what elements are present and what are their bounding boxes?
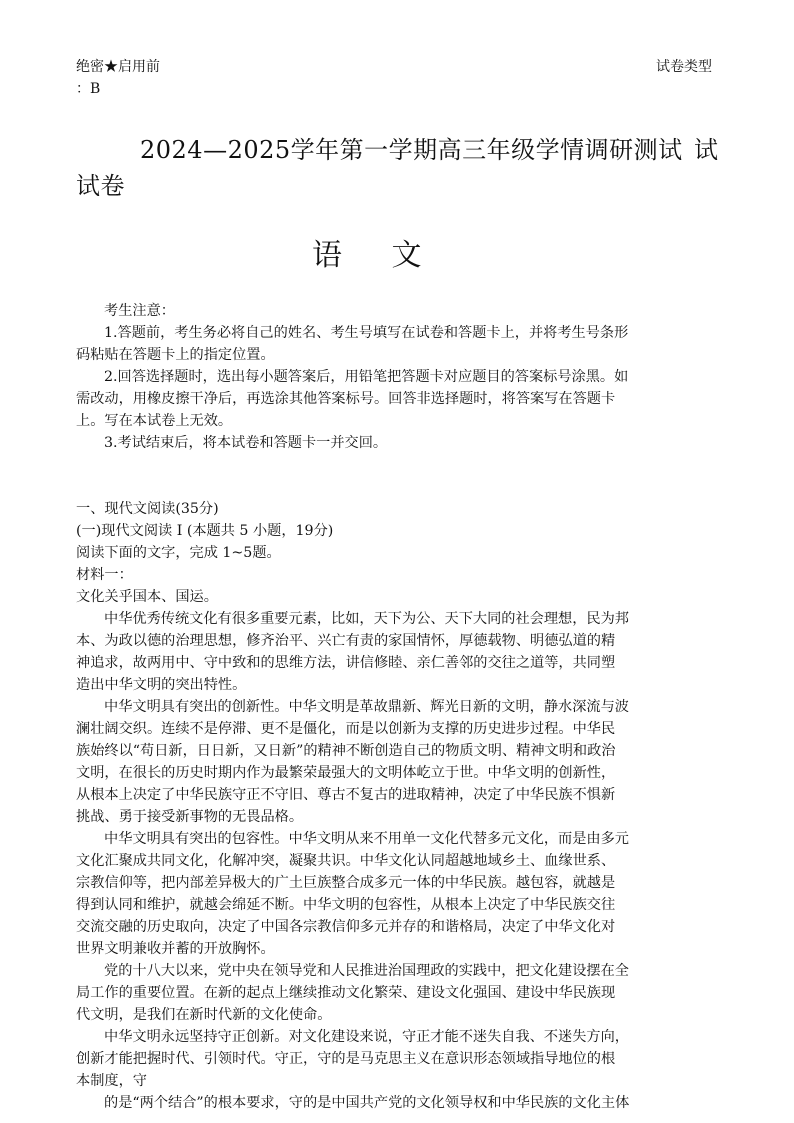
passage-line: 代文明，是我们在新时代新的文化使命。 bbox=[76, 1007, 332, 1023]
header-paper-type-value: ：B bbox=[76, 81, 101, 97]
section-sub-heading: (一)现代文阅读 I (本题共 5 小题，19分) bbox=[76, 523, 334, 539]
notice-line: 1.答题前，考生务必将自己的姓名、考生号填写在试卷和答题卡上，并将考生号条形 bbox=[104, 325, 629, 341]
passage-line: 交流交融的历史取向，决定了中国各宗教信仰多元并存的和谐格局，决定了中华文化对 bbox=[76, 919, 616, 935]
passage-line: 得到认同和维护，就越会绵延不断。中华文明的包容性，从根本上决定了中华民族交往 bbox=[76, 897, 616, 913]
notice-line: 2.回答选择题时，选出每小题答案后，用铅笔把答题卡对应题目的答案标号涂黑。如 bbox=[104, 369, 629, 385]
passage-line: 本制度，守 bbox=[76, 1073, 147, 1089]
passage-line: 创新才能把握时代、引领时代。守正，守的是马克思主义在意识形态领域指导地位的根 bbox=[76, 1051, 616, 1067]
passage-line: 世界文明兼收并蓄的开放胸怀。 bbox=[76, 941, 275, 957]
passage-line: 中华文明永远坚持守正创新。对文化建设来说，守正才能不迷失自我、不迷失方向， bbox=[104, 1029, 629, 1045]
exam-title-line2: 试卷 bbox=[76, 172, 125, 200]
exam-title-line1-tail: 试 bbox=[694, 136, 719, 164]
passage-line: 的是“两个结合”的根本要求，守的是中国共产党的文化领导权和中华民族的文化主体 bbox=[104, 1095, 630, 1111]
section-heading: 一、现代文阅读(35分) bbox=[76, 501, 219, 517]
passage-line: 文明，在很长的历史时期内作为最繁荣最强大的文明体屹立于世。中华文明的创新性， bbox=[76, 765, 616, 781]
passage-line: 文化关乎国本、国运。 bbox=[76, 589, 218, 605]
notice-line: 上。写在本试卷上无效。 bbox=[76, 413, 233, 429]
notice-line: 码粘贴在答题卡上的指定位置。 bbox=[76, 347, 275, 363]
exam-body bbox=[76, 300, 722, 1114]
passage-line: 神追求，故两用中、守中致和的思维方法，讲信修睦、亲仁善邻的交往之道等，共同塑 bbox=[76, 655, 616, 671]
passage-line: 文化汇聚成共同文化，化解冲突，凝聚共识。中华文化认同超越地域乡土、血缘世系、 bbox=[76, 853, 616, 869]
notice-heading: 考生注意： bbox=[104, 303, 175, 319]
passage-line: 造出中华文明的突出特性。 bbox=[76, 677, 247, 693]
subject-title: 语 文 bbox=[312, 238, 442, 273]
material-label: 材料一： bbox=[76, 567, 133, 583]
spacer bbox=[76, 454, 722, 498]
passage-line: 本、为政以德的治理思想，修齐治平、兴亡有责的家国情怀，厚德载物、明德弘道的精 bbox=[76, 633, 616, 649]
header-secret: 绝密★启用前 bbox=[76, 59, 160, 75]
passage-line: 族始终以“苟日新，日日新，又日新”的精神不断创造自己的物质文明、精神文明和政治 bbox=[76, 743, 616, 759]
passage-line: 党的十八大以来，党中央在领导党和人民推进治国理政的实践中，把文化建设摆在全 bbox=[104, 963, 629, 979]
passage-line: 局工作的重要位置。在新的起点上继续推动文化繁荣、建设文化强国、建设中华民族现 bbox=[76, 985, 616, 1001]
passage-line: 中华优秀传统文化有很多重要元素，比如，天下为公、天下大同的社会理想，民为邦 bbox=[104, 611, 629, 627]
passage-line: 挑战、勇于接受新事物的无畏品格。 bbox=[76, 809, 304, 825]
exam-title-line1: 2024—2025学年第一学期高三年级学情调研测试 bbox=[140, 136, 683, 164]
passage-line: 宗教信仰等，把内部差异极大的广土巨族整合成多元一体的中华民族。越包容，就越是 bbox=[76, 875, 616, 891]
passage-line: 从根本上决定了中华民族守正不守旧、尊古不复古的进取精神，决定了中华民族不惧新 bbox=[76, 787, 616, 803]
passage-line: 澜壮阔交织。连续不是停滞、更不是僵化，而是以创新为支撑的历史进步过程。中华民 bbox=[76, 721, 616, 737]
passage-line: 中华文明具有突出的创新性。中华文明是革故鼎新、辉光日新的文明，静水深流与波 bbox=[104, 699, 629, 715]
notice-line: 需改动，用橡皮擦干净后，再选涂其他答案标号。回答非选择题时，将答案写在答题卡 bbox=[76, 391, 616, 407]
passage-line: 中华文明具有突出的包容性。中华文明从来不用单一文化代替多元文化，而是由多元 bbox=[104, 831, 629, 847]
header-paper-type-label: 试卷类型 bbox=[656, 59, 712, 75]
notice-line: 3.考试结束后，将本试卷和答题卡一并交回。 bbox=[104, 435, 388, 451]
section-instruction: 阅读下面的文字，完成 1~5题。 bbox=[76, 545, 281, 561]
